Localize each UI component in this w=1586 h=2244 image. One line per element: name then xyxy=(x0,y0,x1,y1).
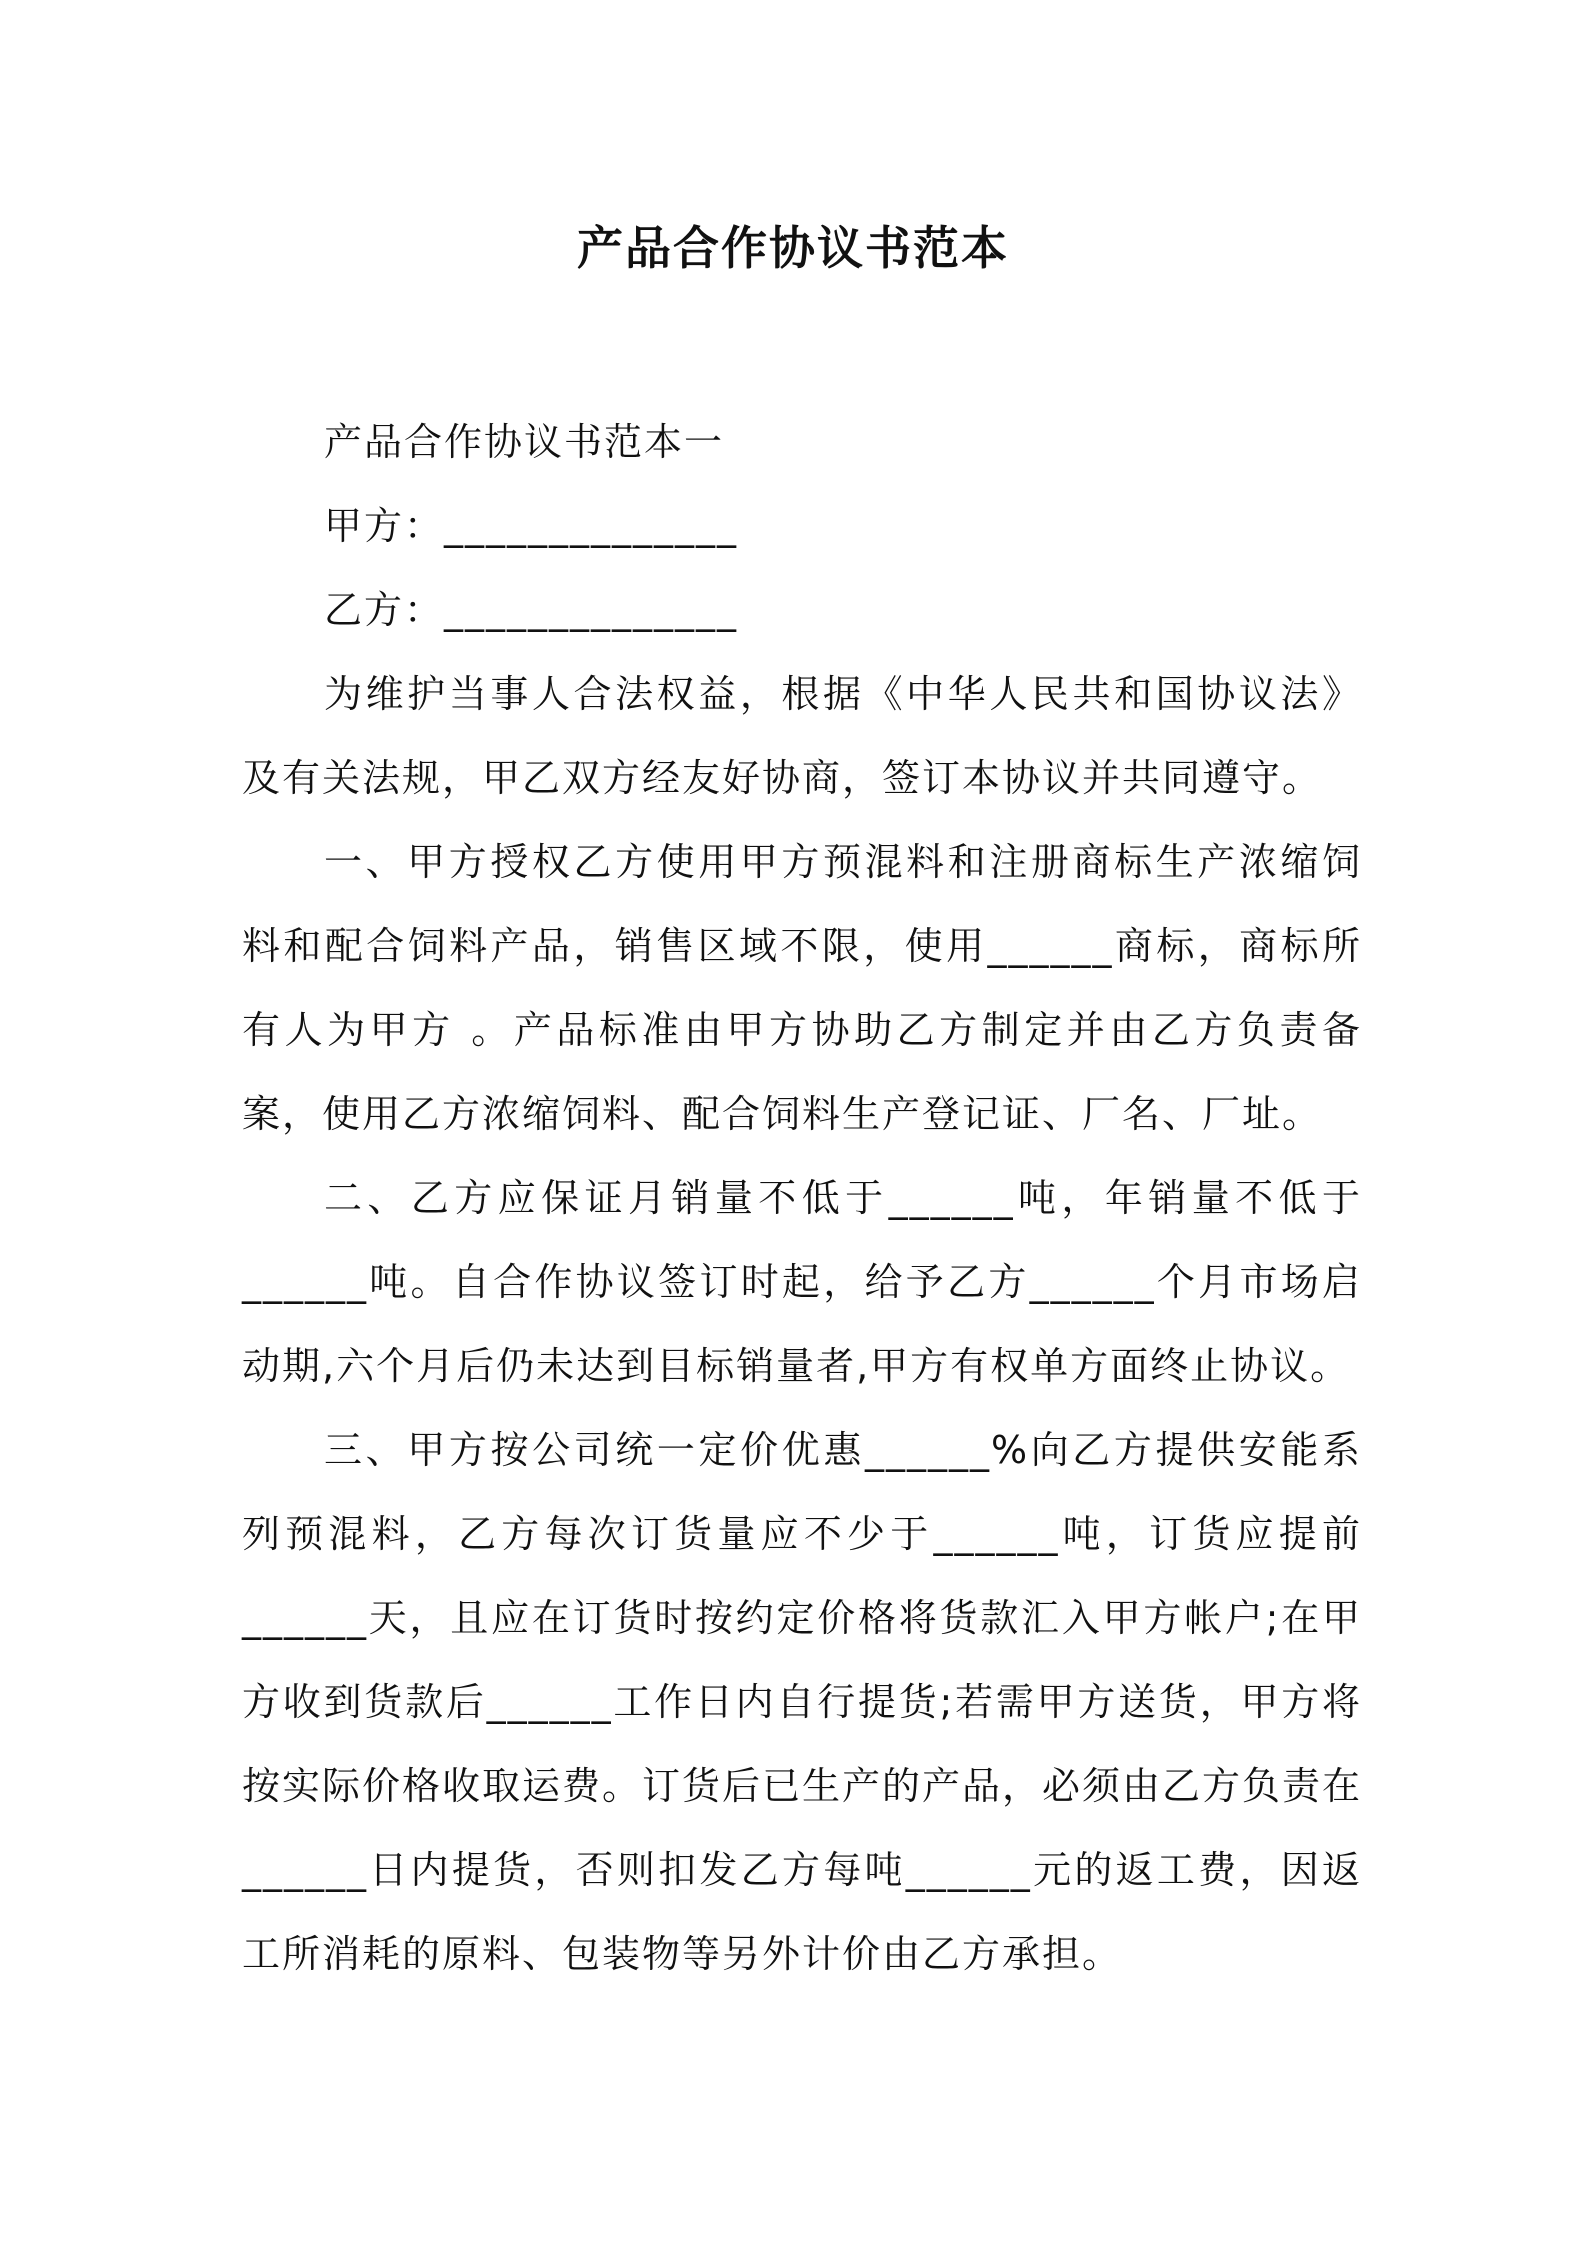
document-title: 产品合作协议书范本 xyxy=(577,221,1009,275)
clause-three-paragraph: 三、甲方按公司统一定价优惠______%向乙方提供安能系列预混料，乙方每次订货量应不少于______吨，订货应提前______天，且应在订货时按约定价格将货款汇入甲方帐户;在甲方收到货款后______工作日内自行提货;若需甲方送货，甲方将按实际价格收取运费。订货后已生产的产品，必须由乙方负责在______日内提货，否则扣发乙方每吨______元的返工费，因返工所消耗的原料、包装物等另外计价由乙方承担。 xyxy=(242,1428,1363,1976)
clause-one-paragraph: 一、甲方授权乙方使用甲方预混料和注册商标生产浓缩饲料和配合饲料产品，销售区域不限，使用______商标，商标所有人为甲方 。产品标准由甲方协助乙方制定并由乙方负责备案，使用乙方浓缩饲料、配合饲料生产登记证、厂名、厂址。 xyxy=(242,840,1362,1136)
preamble-paragraph: 为维护当事人合法权益，根据《中华人民共和国协议法》及有关法规，甲乙双方经友好协商，签订本协议并共同遵守。 xyxy=(242,672,1362,800)
document-body xyxy=(242,400,1362,1996)
clause-two-paragraph: 二、乙方应保证月销量不低于______吨，年销量不低于______吨。自合作协议签订时起，给予乙方______个月市场启动期,六个月后仍未达到目标销量者,甲方有权单方面终止协议。 xyxy=(242,1176,1362,1388)
party-b-line: 乙方：______________ xyxy=(324,588,739,632)
document-subtitle: 产品合作协议书范本一 xyxy=(324,420,725,464)
party-a-line: 甲方：______________ xyxy=(324,504,739,548)
